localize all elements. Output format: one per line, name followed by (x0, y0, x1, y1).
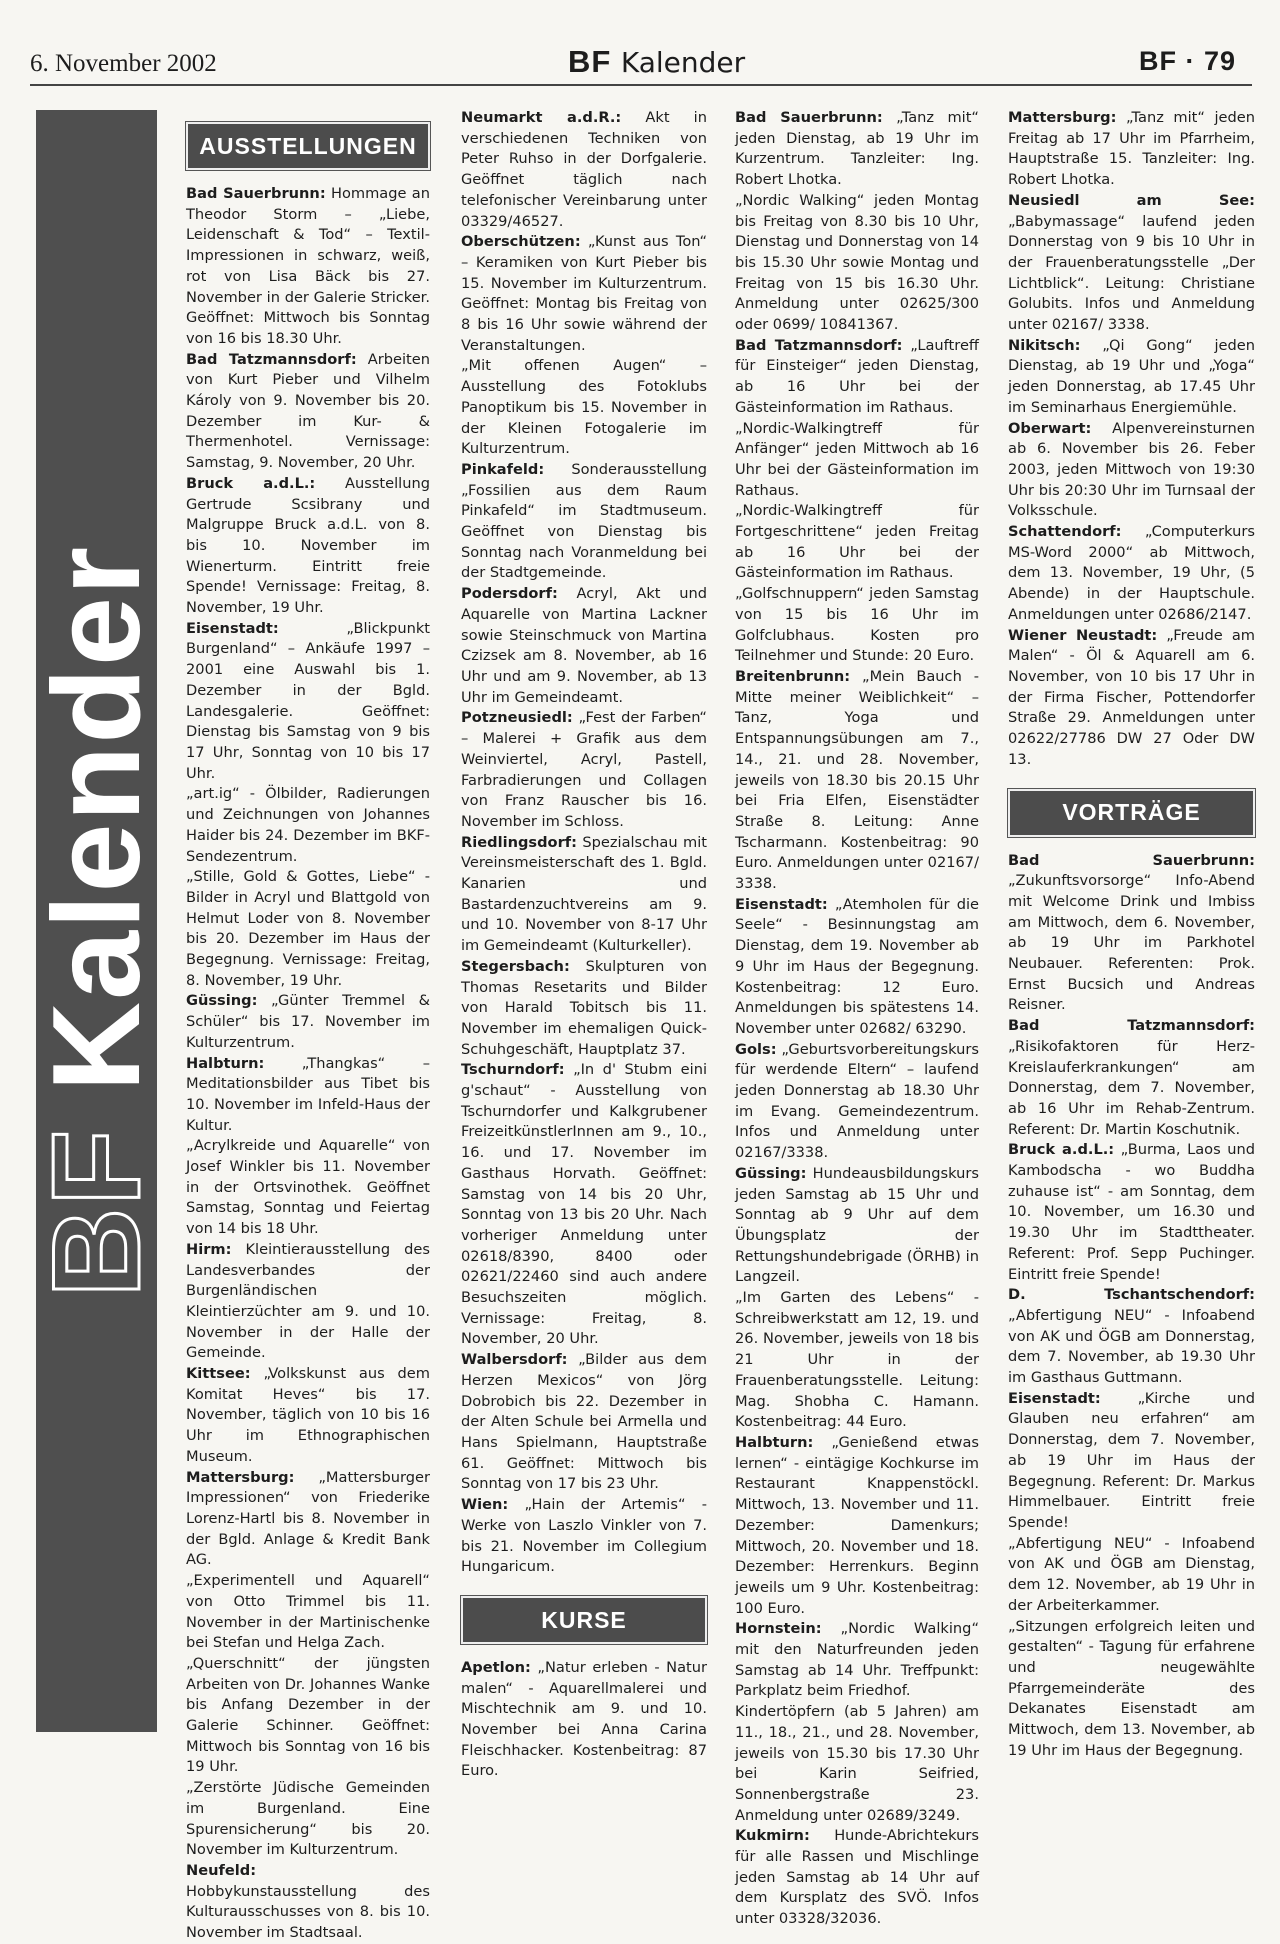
entry-text: Sonderausstellung „Fossilien aus dem Raum Pinkafeld“ im Stadtmuseum. Geöffnet von Dienstag bis Sonntag nach Voranmeldung bei der Stadtgemeinde. (461, 460, 707, 582)
entry-text: „Mit offenen Augen“ – Ausstellung des Fotoklubs Panoptikum bis 15. November in der Kleinen Fotogalerie im Kulturzentrum. (461, 357, 707, 458)
entry-text: „Acrylkreide und Aquarelle“ von Josef Winkler bis 11. November in der Ortsvinothek. Geöffnet Samstag, Sonntag und Feiertag von 14 bis 18 Uhr. (186, 1137, 430, 1238)
entry-place: Neufeld: (186, 1861, 257, 1879)
entry-text: Acryl, Akt und Aquarelle von Martina Lackner sowie Steinschmuck von Martina Czizsek am 8. November, ab 16 Uhr und am 9. November, ab 13 Uhr im Gemeindeamt. (461, 585, 707, 706)
entry-list (735, 108, 979, 1930)
entry-text: „Nordic-Walkingtreff für Fortgeschrittene“ jeden Freitag ab 16 Uhr bei der Gästeinformation im Rathaus. (735, 502, 979, 582)
calendar-entry (735, 1826, 979, 1930)
calendar-entry (186, 1054, 430, 1137)
calendar-entry (186, 1240, 430, 1364)
entry-text: „Abfertigung NEU“ - Infoabend von AK und ÖGB am Dienstag, dem 12. November, ab 19 Uhr in der Arbeiterkammer. (1008, 1534, 1255, 1614)
calendar-entry (1008, 336, 1255, 419)
entry-text: Hommage an Theodor Storm – „Liebe, Leidenschaft & Tod“ – Textil-Impressionen in schwarz, weiß, rot von Lisa Bäck bis 27. November in der Galerie Stricker. Geöffnet: Mittwoch bis Sonntag von 16 bis 18.30 Uhr. (186, 185, 430, 347)
entry-place: Hirm: (186, 1240, 232, 1258)
entry-text: „Kirche und Glauben neu erfahren“ am Donnerstag, dem 7. November, ab 19 Uhr im Haus der Begegnung. Referent: Dr. Markus Himmelbauer. Eintritt freie Spende! (1008, 1389, 1255, 1531)
entry-text: „Günter Tremmel & Schüler“ bis 17. November im Kulturzentrum. (186, 992, 430, 1051)
calendar-entry (1008, 1016, 1255, 1140)
calendar-entry (735, 667, 979, 895)
calendar-entry (735, 1288, 979, 1433)
sidebar-word: Kalender (27, 544, 166, 1092)
calendar-entry (186, 1654, 430, 1778)
page-number: BF · 79 (1138, 46, 1236, 76)
calendar-entry (461, 1060, 707, 1350)
entry-list (1008, 108, 1255, 771)
entry-text: „Geburtsvorbereitungskurs für werdende Eltern“ – laufend jeden Donnerstag ab 18.30 Uhr im Evang. Gemeindezentrum. Infos und Anmeldung unter 02167/3338. (735, 1040, 979, 1162)
calendar-entry (735, 108, 979, 191)
calendar-entry (186, 1364, 430, 1468)
entry-text: „Qi Gong“ jeden Dienstag, ab 19 Uhr und „Yoga“ jeden Donnerstag, ab 17.45 Uhr im Seminarhaus Energiemühle. (1008, 336, 1255, 416)
issue-date: 6. November 2002 (30, 50, 217, 77)
section-header-vortraege: VORTRÄGE (1008, 789, 1255, 837)
entry-place: Pinkafeld: (461, 460, 545, 478)
entry-place: D. Tschantschendorf: (1008, 1286, 1255, 1304)
calendar-entry (461, 460, 707, 584)
entry-list (461, 108, 707, 1578)
entry-place: Riedlingsdorf: (461, 833, 577, 851)
calendar-entry (186, 1778, 430, 1861)
entry-text: „Blickpunkt Burgenland“ – Ankäufe 1997 – 2001 eine Auswahl bis 1. Dezember in der Bgld. Landesgalerie. Geöffnet: Dienstag bis Samstag von 9 bis 17 Uhr, Sonntag von 10 bis 17 Uhr. (186, 619, 430, 782)
entry-text: Skulpturen von Thomas Resetarits und Bilder von Harald Tobitsch bis 11. November im ehemaligen Quick-Schuhgeschäft, Hauptplatz 37. (461, 957, 707, 1058)
entry-place: Podersdorf: (461, 585, 558, 603)
entry-text: „Nordic Walking“ mit den Naturfreunden jeden Samstag ab 14 Uhr. Treffpunkt: Parkplatz beim Friedhof. (735, 1620, 979, 1700)
entry-place: Bad Tatzmannsdorf: (1008, 1017, 1255, 1035)
entry-text: „Querschnitt“ der jüngsten Arbeiten von Dr. Johannes Wanke bis Anfang Dezember in der Galerie Schinner. Geöffnet: Mittwoch bis Sonntag von 16 bis 19 Uhr. (186, 1654, 430, 1776)
entry-place: Breitenbrunn: (735, 667, 851, 685)
entry-text: „Tanz mit“ jeden Freitag ab 17 Uhr im Pfarrheim, Hauptstraße 15. Tanzleiter: Ing. Robert Lhotka. (1008, 109, 1255, 189)
entry-text: „Experimentell und Aquarell“ von Otto Trimmel bis 11. November in der Martinischenke bei Stefan und Helga Zach. (186, 1572, 430, 1652)
entry-text: „Burma, Laos und Kambodscha - wo Buddha zuhause ist“ - am Sonntag, dem 10. November, um 16.30 und 19.30 Uhr im Stadttheater. Referent: Prof. Sepp Puchinger. Eintritt freie Spende! (1008, 1141, 1255, 1283)
entry-text: „Hain der Artemis“ - Werke von Laszlo Vinkler von 7. bis 21. November im Collegium Hungaricum. (461, 1496, 707, 1576)
entry-place: Eisenstadt: (735, 895, 828, 913)
entry-place: Stegersbach: (461, 957, 570, 975)
calendar-entry (1008, 1534, 1255, 1617)
calendar-entry (1008, 1389, 1255, 1534)
entry-text: „In d' Stubm eini g'schaut“ - Ausstellung von Tschurndorfer und Kalkgrubener FreizeitkünstlerInnen am 9., 10., 16. und 17. November im Gasthaus Horvath. Geöffnet: Samstag von 14 bis 20 Uhr, Sonntag von 13 bis 20 Uhr. Nach vorheriger Anmeldung unter 02618/8390, 8400 oder 02621/22460 sind auch andere Besuchszeiten möglich. Vernissage: Freitag, 8. November, 20 Uhr. (461, 1061, 707, 1348)
column-4 (1008, 108, 1255, 1761)
entry-text: Hunde-Abrichtekurs für alle Rassen und Mischlinge jeden Samstag ab 14 Uhr auf dem Kursplatz des SVÖ. Infos unter 03328/32036. (735, 1827, 979, 1928)
calendar-entry (1008, 108, 1255, 191)
calendar-entry (735, 584, 979, 667)
entry-place: Oberschützen: (461, 233, 581, 251)
entry-text: „Atemholen für die Seele“ - Besinnungstag am Dienstag, dem 19. November ab 9 Uhr im Haus der Begegnung. Kostenbeitrag: 12 Euro. Anmeldungen bis spätestens 14. November unter 02682/ 63290. (735, 895, 979, 1037)
calendar-entry (186, 1136, 430, 1240)
entry-place: Güssing: (186, 992, 258, 1010)
section-header-kurse: KURSE (461, 1596, 707, 1644)
vertical-sidebar-banner (27, 110, 166, 1732)
entry-text: Kindertöpfern (ab 5 Jahren) am 11., 18., 21., und 28. November, jeweils von 15.30 bis 17.30 Uhr bei Karin Seifried, Sonnenbergstraße 23. Anmeldung unter 02689/3249. (735, 1703, 979, 1824)
entry-place: Hornstein: (735, 1620, 822, 1638)
entry-place: Neusiedl am See: (1008, 191, 1255, 209)
entry-text: „Computerkurs MS-Word 2000“ ab Mittwoch, dem 13. November, 19 Uhr, (5 Abende) in der Hauptschule. Anmeldungen unter 02686/2147. (1008, 523, 1255, 623)
entry-place: Nikitsch: (1008, 336, 1081, 354)
entry-text: „Zerstörte Jüdische Gemeinden im Burgenland. Eine Spurensicherung“ bis 20. November im Kulturzentrum. (186, 1779, 430, 1859)
entry-place: Güssing: (735, 1164, 807, 1182)
calendar-entry (735, 1619, 979, 1702)
entry-text: Kleintierausstellung des Landesverbandes der Burgenländischen Kleintierzüchter am 9. und 10. November in der Halle der Gemeinde. (186, 1240, 430, 1362)
calendar-entry (1008, 419, 1255, 523)
entry-place: Walbersdorf: (461, 1351, 568, 1369)
column-2 (461, 108, 707, 1782)
entry-text: „Sitzungen erfolgreich leiten und gestalten“ - Tagung für erfahrene und neugewählte Pfarrgemeinderäte des Dekanates Eisenstadt am Mittwoch, dem 13. November, ab 19 Uhr im Haus der Begegnung. (1008, 1617, 1255, 1759)
entry-text: „Lauftreff für Einsteiger“ jeden Dienstag, ab 16 Uhr bei der Gästeinformation im Rathaus. (735, 336, 979, 416)
entry-text: „Freude am Malen“ - Öl & Aquarell am 6. November, von 10 bis 17 Uhr in der Firma Fischer, Pottendorfer Straße 29. Anmeldungen unter 02622/27786 DW 27 Oder DW 13. (1008, 626, 1255, 768)
entry-place: Bad Sauerbrunn: (1008, 851, 1255, 869)
calendar-entry (461, 584, 707, 708)
calendar-entry (735, 895, 979, 1040)
calendar-entry (186, 474, 430, 619)
calendar-entry (186, 350, 430, 474)
calendar-entry (1008, 851, 1255, 1017)
entry-text: „Fest der Farben“ – Malerei + Grafik aus dem Weinviertel, Acryl, Pastell, Farbradierungen und Collagen von Franz Rauscher bis 16. November im Schloss. (461, 709, 707, 830)
entry-text: „Thangkas“ – Meditationsbilder aus Tibet bis 10. November im Infeld-Haus der Kultur. (186, 1054, 430, 1134)
entry-place: Bruck a.d.L.: (186, 474, 316, 492)
entry-text: „Natur erleben - Natur malen“ - Aquarellmalerei und Mischtechnik am 9. und 10. November bei Anna Carina Fleischhacker. Kostenbeitrag: 87 Euro. (461, 1658, 707, 1780)
calendar-entry (461, 708, 707, 832)
sidebar-title (26, 545, 168, 1297)
header-rule (30, 84, 1252, 86)
entry-place: Kittsee: (186, 1365, 251, 1383)
calendar-entry (735, 419, 979, 502)
calendar-entry (186, 1468, 430, 1572)
calendar-entry (1008, 191, 1255, 336)
calendar-entry (1008, 1285, 1255, 1389)
entry-text: „Mein Bauch - Mitte meiner Weiblichkeit“ – Tanz, Yoga und Entspannungsübungen am 7., 14., 21. und 28. November, jeweils von 18.30 bis 20.15 Uhr bei Fria Elfen, Eisenstädter Straße 8. Leitung: Anne Tscharmann. Kostenbeitrag: 90 Euro. Anmeldungen unter 02167/ 3338. (735, 667, 979, 893)
entry-place: Bad Sauerbrunn: (186, 185, 326, 202)
entry-text: „Golfschnuppern“ jeden Samstag von 15 bis 16 Uhr im Golfclubhaus. Kosten pro Teilnehmer und Stunde: 20 Euro. (735, 585, 979, 665)
calendar-entry (461, 108, 707, 232)
entry-place: Bad Tatzmannsdorf: (735, 336, 903, 354)
calendar-entry (186, 991, 430, 1053)
calendar-entry (461, 1350, 707, 1495)
entry-place: Potzneusiedl: (461, 709, 573, 727)
entry-place: Tschurndorf: (461, 1061, 565, 1079)
entry-place: Mattersburg: (1008, 109, 1117, 126)
entry-place: Apetlon: (461, 1658, 531, 1676)
calendar-entry (1008, 626, 1255, 771)
entry-place: Neumarkt a.d.R.: (461, 109, 622, 126)
sidebar-bf: BF (27, 1127, 166, 1298)
calendar-entry (461, 232, 707, 356)
entry-place: Wiener Neustadt: (1008, 626, 1158, 644)
entry-list (461, 1658, 707, 1782)
calendar-entry (461, 356, 707, 460)
entry-text: „Risikofaktoren für Herz-Kreislauferkrankungen“ am Donnerstag, dem 7. November, ab 16 Uhr im Rehab-Zentrum. Referent: Dr. Martin Koschutnik. (1008, 1037, 1255, 1138)
column-3 (735, 108, 979, 1930)
entry-place: Eisenstadt: (186, 619, 279, 637)
calendar-entry (186, 1571, 430, 1654)
title-bf-logo: BF (568, 44, 612, 79)
entry-text: „Im Garten des Lebens“ - Schreibwerkstatt am 12, 19. und 26. November, jeweils von 18 bis 21 Uhr in der Frauenberatungsstelle. Leitung: Mag. Shobha C. Hamann. Kostenbeitrag: 44 Euro. (735, 1289, 979, 1431)
entry-text: „Kunst aus Ton“ – Keramiken von Kurt Pieber bis 15. November im Kulturzentrum. Geöffnet: Montag bis Freitag von 8 bis 16 Uhr sowie während der Veranstaltungen. (461, 233, 707, 354)
section-header-ausstellungen: AUSSTELLUNGEN (186, 122, 430, 170)
calendar-entry (461, 1495, 707, 1578)
calendar-entry (735, 336, 979, 419)
calendar-entry (186, 184, 430, 350)
entry-text: „Abfertigung NEU“ - Infoabend von AK und ÖGB am Donnerstag, dem 7. November, ab 19.30 Uhr im Gasthaus Guttmann. (1008, 1306, 1255, 1387)
calendar-entry (735, 1433, 979, 1619)
column-1 (186, 108, 430, 1944)
calendar-entry (735, 191, 979, 336)
calendar-entry (186, 784, 430, 867)
calendar-entry (1008, 1617, 1255, 1762)
entry-place: Halbturn: (735, 1434, 814, 1451)
entry-place: Kukmirn: (735, 1827, 810, 1845)
entry-text: „Babymassage“ laufend jeden Donnerstag von 9 bis 10 Uhr in der Frauenberatungsstelle „Der Lichtblick“. Leitung: Christiane Golubits. Infos und Anmeldung unter 02167/ 3338. (1008, 212, 1255, 334)
calendar-entry (186, 1861, 430, 1944)
entry-text: „Genießend etwas lernen“ - eintägige Kochkurse im Restaurant Knappenstöckl. Mittwoch, 13. November und 11. Dezember: Damenkurs; Mittwoch, 20. November und 18. Dezember: Herrenkurs. Beginn jeweils um 9 Uhr. Kostenbeitrag: 100 Euro. (735, 1434, 979, 1617)
entry-text: Ausstellung Gertrude Scsibrany und Malgruppe Bruck a.d.L. von 8. bis 10. November im Wienerturm. Eintritt freie Spende! Vernissage: Freitag, 8. November, 19 Uhr. (186, 474, 430, 617)
entry-text: „Mattersburger Impressionen“ von Friederike Lorenz-Hartl bis 8. November in der Bgld. Anlage & Kredit Bank AG. (186, 1468, 430, 1569)
calendar-entry (1008, 522, 1255, 626)
entry-text: „Nordic-Walkingtreff für Anfänger“ jeden Mittwoch ab 16 Uhr bei der Gästeinformation im Rathaus. (735, 419, 979, 499)
calendar-entry (735, 1702, 979, 1826)
entry-place: Bad Tatzmannsdorf: (186, 350, 357, 368)
entry-text: „art.ig“ - Ölbilder, Radierungen und Zeichnungen von Johannes Haider bis 24. Dezember im BKF-Sendezentrum. (186, 785, 430, 865)
calendar-entry (461, 833, 707, 957)
calendar-entry (1008, 1140, 1255, 1285)
calendar-entry (186, 619, 430, 785)
entry-place: Oberwart: (1008, 419, 1092, 437)
entry-place: Bruck a.d.L.: (1008, 1141, 1115, 1159)
calendar-entry (735, 501, 979, 584)
entry-text: „Bilder aus dem Herzen Mexicos“ von Jörg Dobrobich bis 22. Dezember in der Alten Schule bei Armella und Hans Spielmann, Hauptstraße 61. Geöffnet: Mittwoch bis Sonntag von 17 bis 23 Uhr. (461, 1351, 707, 1493)
calendar-entry (735, 1164, 979, 1288)
entry-text: Akt in verschiedenen Techniken von Peter Ruhso in der Dorfgalerie. Geöffnet täglich nach telefonischer Vereinbarung unter 03329/46527. (461, 109, 707, 230)
page-title (568, 44, 745, 80)
entry-text: „Stille, Gold & Gottes, Liebe“ - Bilder in Acryl und Blattgold von Helmut Loder von 8. November bis 20. Dezember im Haus der Begegnung. Vernissage: Freitag, 8. November, 19 Uhr. (186, 868, 430, 989)
entry-text: „Volkskunst aus dem Komitat Heves“ bis 17. November, täglich von 10 bis 16 Uhr im Ethnographischen Museum. (186, 1365, 430, 1465)
entry-text: Alpenvereinsturnen ab 6. November bis 26. Feber 2003, jeden Mittwoch von 19:30 Uhr bis 20:30 Uhr im Turnsaal der Volksschule. (1008, 419, 1255, 520)
entry-text: „Tanz mit“ jeden Dienstag, ab 19 Uhr im Kurzentrum. Tanzleiter: Ing. Robert Lhotka. (735, 109, 979, 189)
entry-place: Wien: (461, 1496, 509, 1514)
entry-list (1008, 851, 1255, 1762)
entry-place: Eisenstadt: (1008, 1389, 1101, 1407)
entry-text: Hundeausbildungskurs jeden Samstag ab 15 Uhr und Sonntag ab 9 Uhr auf dem Übungsplatz der Rettungshundebrigade (ÖRHB) in Langzeil. (735, 1164, 979, 1286)
entry-text: Hobbykunstausstellung des Kulturausschusses von 8. bis 10. November im Stadtsaal. (186, 1882, 430, 1942)
title-word: Kalender (620, 46, 746, 79)
page-header (30, 44, 1250, 78)
entry-list (186, 184, 430, 1944)
calendar-entry (735, 1040, 979, 1164)
calendar-entry (461, 957, 707, 1061)
entry-text: Spezialschau mit Vereinsmeisterschaft des 1. Bgld. Kanarien und Bastardenzuchtvereins am 9. und 10. November von 8-17 Uhr im Gemeindeamt (Kulturkeller). (461, 833, 707, 955)
entry-place: Gols: (735, 1040, 777, 1058)
entry-text: „Zukunftsvorsorge“ Info-Abend mit Welcome Drink und Imbiss am Mittwoch, dem 6. November, ab 19 Uhr im Parkhotel Neubauer. Referenten: Prok. Ernst Bucsich und Andreas Reisner. (1008, 872, 1255, 1014)
entry-place: Mattersburg: (186, 1468, 295, 1486)
entry-place: Halbturn: (186, 1054, 265, 1072)
entry-text: Arbeiten von Kurt Pieber und Vilhelm Károly von 9. November bis 20. Dezember im Kur- & Thermenhotel. Vernissage: Samstag, 9. November, 20 Uhr. (186, 350, 431, 472)
calendar-entry (461, 1658, 707, 1782)
calendar-entry (186, 867, 430, 991)
entry-place: Bad Sauerbrunn: (735, 109, 883, 126)
entry-place: Schattendorf: (1008, 523, 1122, 541)
entry-text: „Nordic Walking“ jeden Montag bis Freitag von 8.30 bis 10 Uhr, Dienstag und Donnerstag von 14 bis 15.30 Uhr sowie Montag und Freitag von 15 bis 16.30 Uhr. Anmeldung unter 02625/300 oder 0699/ 10841367. (735, 191, 979, 334)
